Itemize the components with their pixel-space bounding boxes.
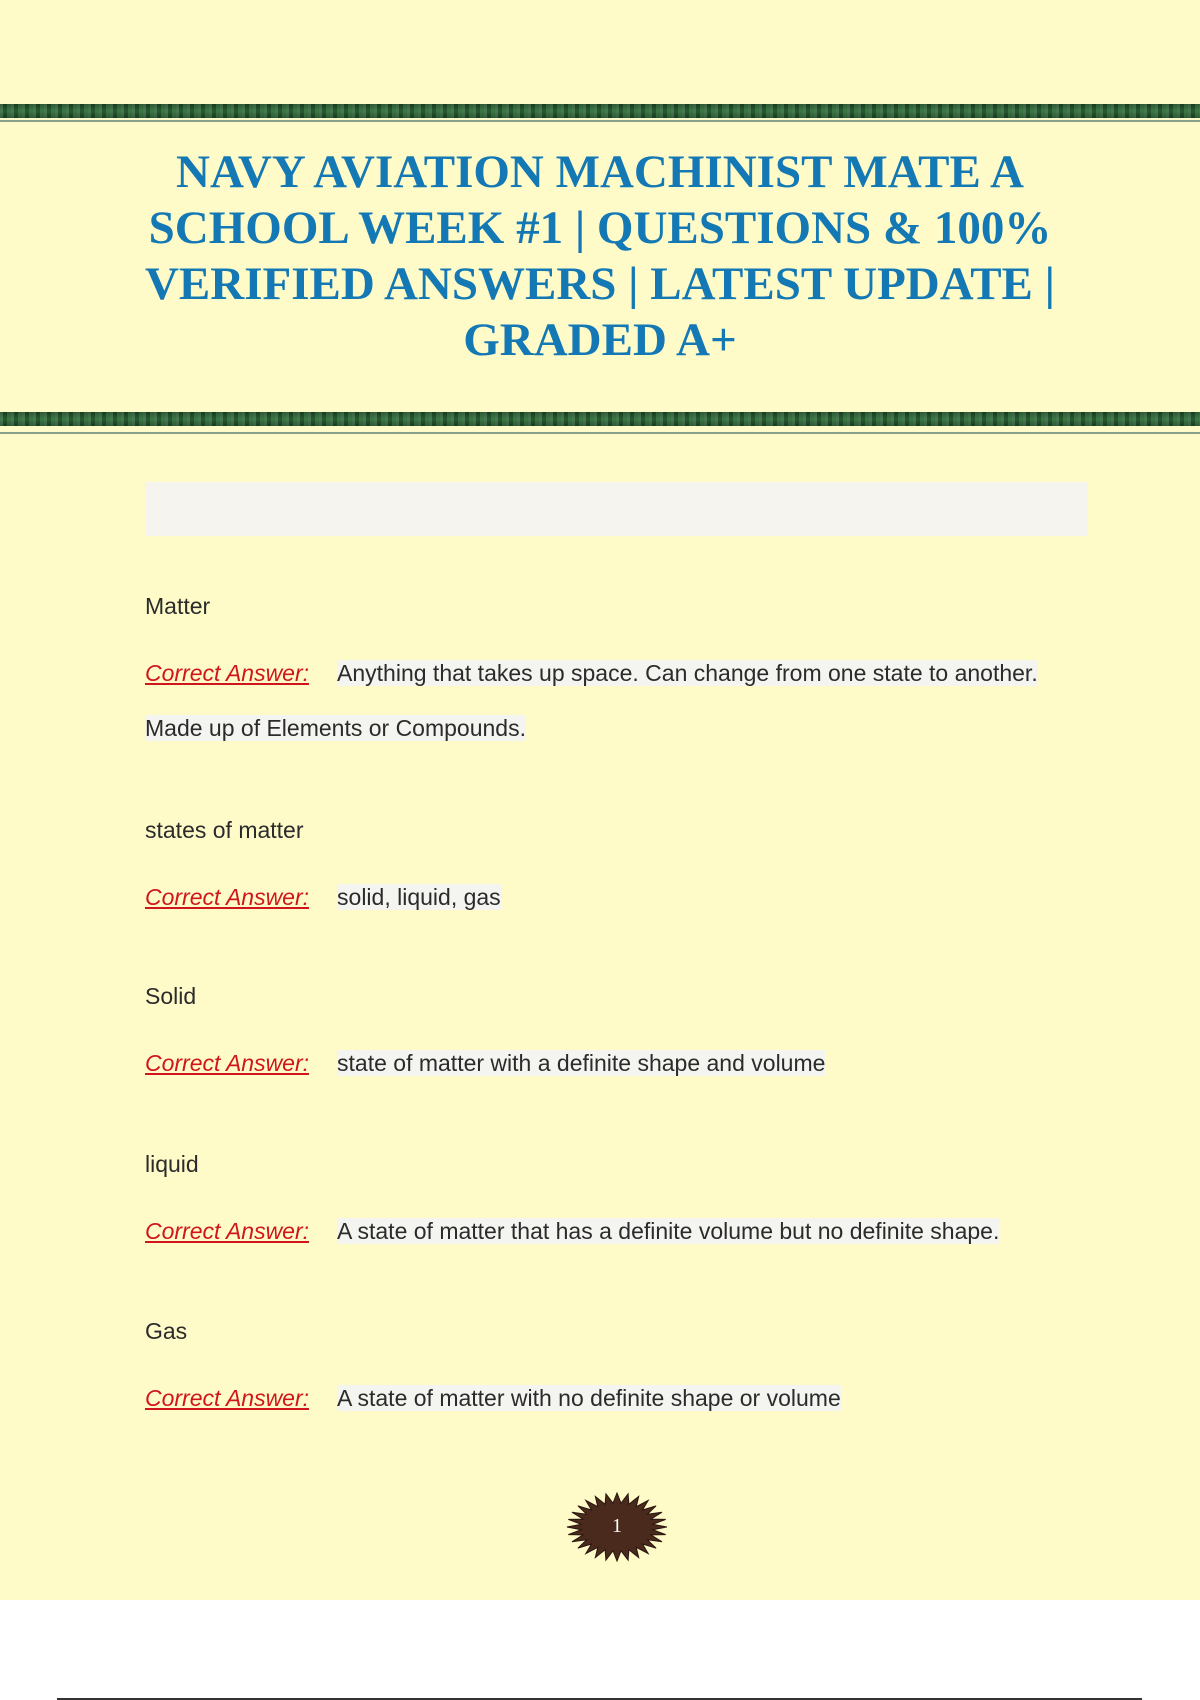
answer-text: Anything that takes up space. Can change from one state to another. Made up of Elements or Compounds.: [145, 660, 1038, 741]
qa-item: [145, 1315, 1095, 1426]
answer-label: Correct Answer:: [145, 884, 310, 910]
page-number: 1: [612, 1515, 622, 1537]
answer-label: Correct Answer:: [145, 1385, 310, 1411]
question-text: Matter: [145, 593, 211, 619]
question-text: states of matter: [145, 817, 304, 843]
header-rule-top: [0, 120, 1200, 122]
answer-line: [145, 1036, 1095, 1091]
answer-label: Correct Answer:: [145, 1050, 310, 1076]
answer-text: state of matter with a definite shape and volume: [337, 1050, 826, 1076]
answer-line: [145, 870, 1095, 925]
qa-item: [145, 590, 1095, 756]
answer-text: solid, liquid, gas: [337, 884, 501, 910]
question-text: Solid: [145, 983, 197, 1009]
blank-placeholder-box: [145, 482, 1088, 536]
answer-label: Correct Answer:: [145, 660, 310, 686]
answer-text: A state of matter that has a definite volume but no definite shape.: [337, 1218, 1000, 1244]
qa-item: [145, 980, 1095, 1091]
answer-line: [145, 1204, 1095, 1259]
question-text: liquid: [145, 1151, 199, 1177]
header-band-bottom: [0, 412, 1200, 426]
header-rule-bottom: [0, 432, 1200, 434]
answer-line: [145, 646, 1095, 756]
answer-label: Correct Answer:: [145, 1218, 310, 1244]
answer-line: [145, 1371, 1095, 1426]
answer-text: A state of matter with no definite shape or volume: [337, 1385, 841, 1411]
question-text: Gas: [145, 1318, 188, 1344]
header-band-top: [0, 104, 1200, 118]
qa-item: [145, 814, 1095, 925]
qa-item: [145, 1148, 1095, 1259]
document-title: NAVY AVIATION MACHINIST MATE A SCHOOL WEEK #1 | QUESTIONS & 100% VERIFIED ANSWERS | LATEST UPDATE | GRADED A+: [144, 146, 1055, 366]
